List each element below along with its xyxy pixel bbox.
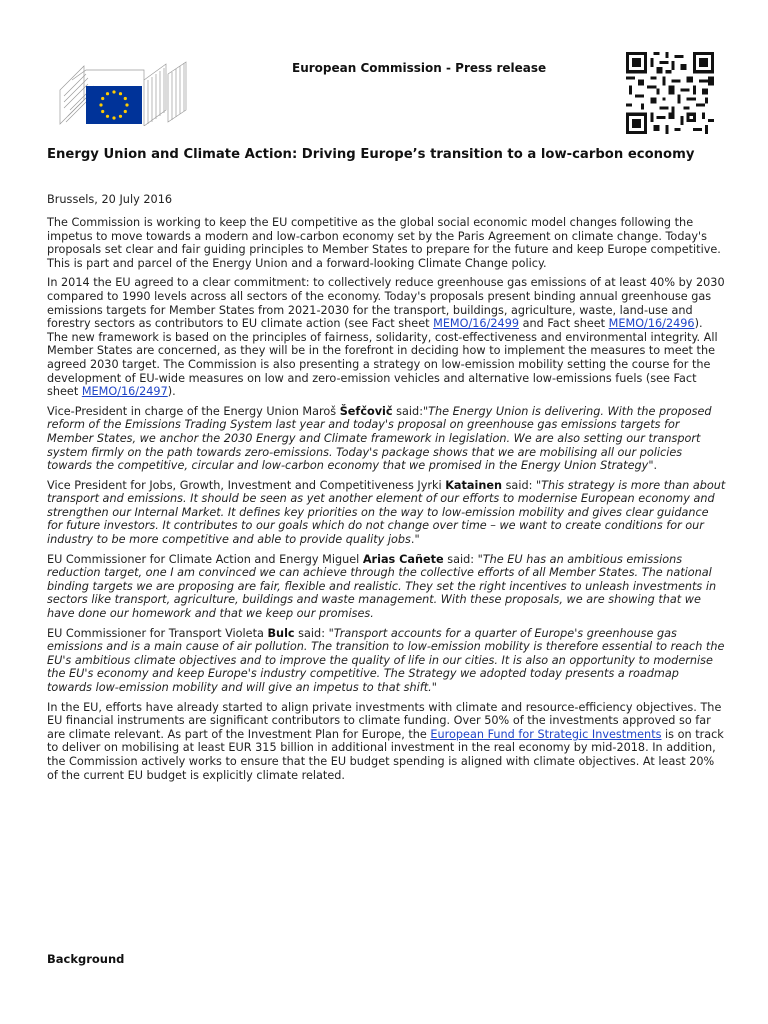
section-heading-background: Background xyxy=(47,952,125,966)
paragraph-text: Vice President for Jobs, Growth, Investment and Competitiveness Jyrki xyxy=(47,478,446,492)
paragraph-intro: The Commission is working to keep the EU competitive as the global social economic model changes following the impetus to move towards a modern and low-carbon economy set by the Paris Agreement on climate change. Today's proposals set clear and fair guiding principles to Member States to prepare for the future and keep Europe competitive. This is part and parcel of the Energy Union and a forward-looking Climate Change policy. xyxy=(47,216,721,270)
memo-link-2496[interactable]: MEMO/16/2496 xyxy=(608,317,695,331)
paragraph-text: EU Commissioner for Climate Action and Energy Miguel xyxy=(47,552,363,566)
paragraph-text: In 2014 the EU agreed to a clear commitment: to collectively reduce greenhouse gas emissions of at least 40% by 2030 compared to 1990 levels across all sectors of the economy. Today's proposals present binding annual greenhouse gas emissions targets for Member States from 2021-2030 for the transport, buildings, agriculture, waste, land-use and forestry sectors as contributors to EU climate action (see Fact sheet xyxy=(47,276,725,331)
european-commission-logo xyxy=(56,60,188,126)
speaker-name: Bulc xyxy=(267,626,295,640)
document-type-label: European Commission - Press release xyxy=(292,61,547,75)
press-release-title: Energy Union and Climate Action: Driving Europe’s transition to a low-carbon economy xyxy=(47,147,695,162)
paragraph-text: said: " xyxy=(502,478,542,492)
paragraph-text: In the EU, efforts have already started to align private investments with climate and resource-efficiency objectives. The EU financial instruments are significant contributors to climate funding. Over 50% of the investments approved so far are climate relevant. As part of the Investment Plan for Europe, the xyxy=(47,700,722,741)
paragraph-quote-katainen xyxy=(47,479,727,547)
memo-link-2497[interactable]: MEMO/16/2497 xyxy=(81,385,168,399)
qr-code-icon[interactable] xyxy=(626,52,714,134)
paragraph-quote-bulc xyxy=(47,627,727,695)
paragraph-text: ). xyxy=(167,385,176,399)
quote-text: The Energy Union is delivering. With the proposed reform of the Emissions Trading System last year and today's proposal on greenhouse gas emissions targets for Member States, we anchor the 2030 Energy and Climate framework in legislation. We are also setting our transport system firmly on the path towards zero-emissions. Today's package shows that we are mobilising all our policies towards the competitive, circular and low-carbon economy that we promised in the Energy Union Strategy xyxy=(47,404,712,473)
paragraph-text: said: xyxy=(443,552,478,566)
paragraph-text: said: xyxy=(294,626,329,640)
speaker-name: Šefčovič xyxy=(339,404,393,418)
paragraph-text: and Fact sheet xyxy=(519,317,609,331)
paragraph-text: ". xyxy=(648,459,658,473)
quote-text: "Transport accounts for a quarter of Europe's greenhouse gas emissions and is a main cause of air pollution. The transition to low-emission mobility is therefore essential to reach the EU's ambitious climate objectives and to improve the quality of life in our cities. It is also an opportunity to modernise the EU's economy and keep Europe's industry competitive. The Strategy we adopted today presents a roadmap towards low-emission mobility and will give an impetus to that shift." xyxy=(47,626,725,694)
paragraph-investment xyxy=(47,701,727,783)
paragraph-text: said:" xyxy=(392,404,429,418)
dateline: Brussels, 20 July 2016 xyxy=(47,193,173,206)
paragraph-text: EU Commissioner for Transport Violeta xyxy=(47,626,268,640)
paragraph-text: ." xyxy=(410,533,420,547)
paragraph-text: is on track to deliver on mobilising at least EUR 315 billion in additional investment in the real economy by mid-2018. In addition, the Commission actively works to ensure that the EU budget spending is aligned with climate objectives. At least 20% of the current EU budget is explicitly climate related. xyxy=(47,727,724,782)
paragraph-text: Vice-President in charge of the Energy Union Maroš xyxy=(47,404,340,418)
memo-link-2499[interactable]: MEMO/16/2499 xyxy=(433,317,520,331)
quote-text: This strategy is more than about transport and emissions. It should be seen as yet another element of our efforts to modernise European economy and strengthen our Internal Market. It defines key priorities on the way to low-emission mobility and gives clear guidance for future investors. It contributes to our goals which do not change over time – we want to create conditions for our industry to be more competitive and able to provide quality jobs xyxy=(47,478,726,547)
paragraph-quote-sefcovic xyxy=(47,405,727,473)
efsi-link[interactable]: European Fund for Strategic Investments xyxy=(430,727,662,741)
speaker-name: Arias Cañete xyxy=(362,552,444,566)
quote-text: "The EU has an ambitious emissions reduction target, one I am convinced we can achieve through the collective efforts of all Member States. The national binding targets we are proposing are fair, flexible and realistic. They set the right incentives to unleash investments in sectors like transport, agriculture, buildings and waste management. With these proposals, we are showing that we have done our homework and that we keep our promises. xyxy=(47,552,717,621)
speaker-name: Katainen xyxy=(445,478,502,492)
paragraph-targets xyxy=(47,276,727,398)
paragraph-text: ). The new framework is based on the principles of fairness, solidarity, cost-effectiveness and environmental integrity. All Member States are concerned, as they will be in the forefront in deciding how to implement the measures to meet the agreed 2030 target. The Commission is also presenting a strategy on low-emission mobility setting the course for the development of EU-wide measures on low and zero-emission vehicles and alternative low-emissions fuels (see Fact sheet xyxy=(47,317,718,399)
paragraph-quote-arias-canete xyxy=(47,553,727,621)
press-release-body xyxy=(47,216,727,788)
